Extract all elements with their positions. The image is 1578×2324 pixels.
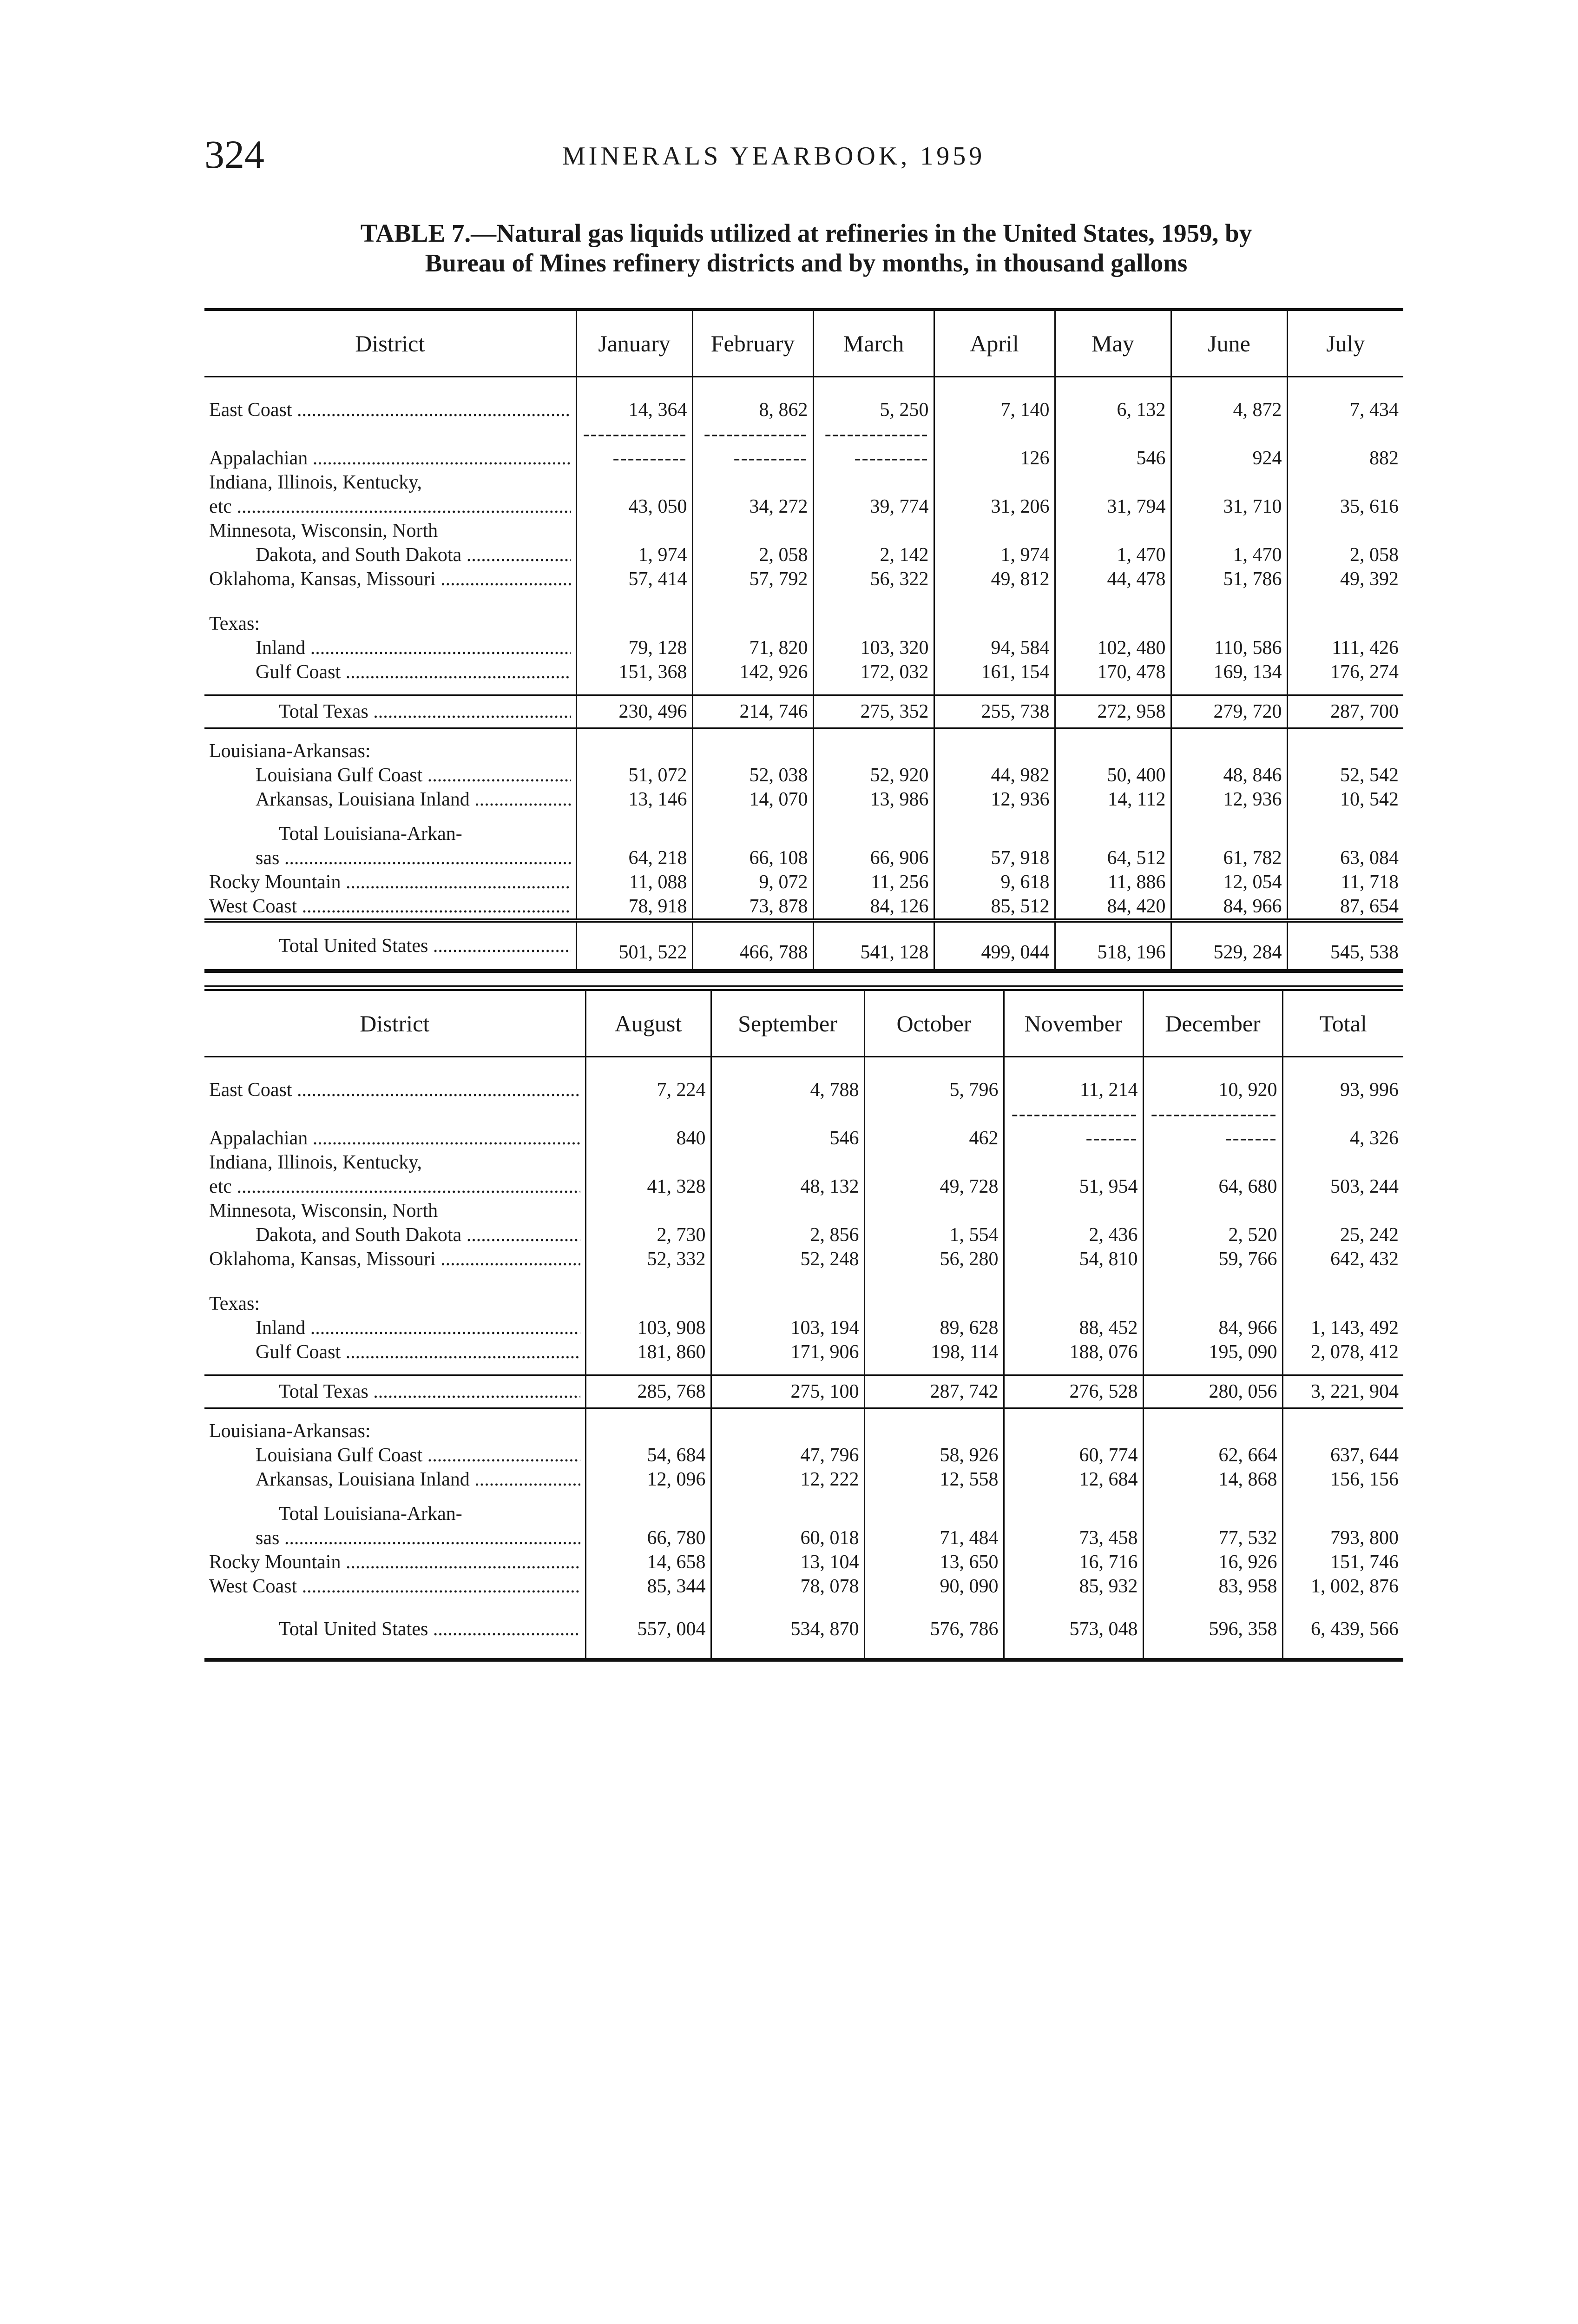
- table-cell: 77, 532: [1143, 1526, 1282, 1550]
- table-row: [204, 495, 1403, 519]
- table-cell: 66, 906: [813, 846, 934, 870]
- row-label: Appalachian .....: [209, 1126, 580, 1150]
- table-cell: 41, 328: [585, 1175, 711, 1199]
- column-header: December: [1143, 988, 1282, 1057]
- table-cell: 103, 320: [813, 636, 934, 660]
- table-cell: 12, 222: [711, 1467, 864, 1492]
- table-cell: 11, 886: [1055, 870, 1171, 894]
- table-cell: 2, 142: [813, 543, 934, 567]
- table-cell: 66, 780: [585, 1526, 711, 1550]
- row-label: Dakota, and South Dakota .....: [256, 543, 571, 567]
- column-header: March: [813, 310, 934, 377]
- table-row: [204, 787, 1403, 812]
- table-cell: 12, 684: [1004, 1467, 1143, 1492]
- table-cell: 48, 132: [711, 1175, 864, 1199]
- column-header: Total: [1282, 988, 1403, 1057]
- table-cell: 71, 484: [864, 1526, 1004, 1550]
- table-cell: 7, 140: [934, 398, 1055, 422]
- table-cell: 1, 143, 492: [1282, 1316, 1403, 1340]
- table-row: [204, 1550, 1403, 1574]
- group-label: Texas:: [209, 1293, 260, 1314]
- table-row: [204, 1502, 1403, 1526]
- table-cell: 275, 352: [813, 695, 934, 728]
- table-cell: 181, 860: [585, 1340, 711, 1364]
- table-cell: 49, 392: [1287, 567, 1403, 591]
- table-cell: 31, 206: [934, 495, 1055, 519]
- table-row: [204, 1078, 1403, 1102]
- group-label: Texas:: [209, 613, 260, 634]
- table-cell: 54, 810: [1004, 1247, 1143, 1271]
- row-label: West Coast .....: [209, 1574, 580, 1598]
- column-header: August: [585, 988, 711, 1057]
- table-cell: 151, 746: [1282, 1550, 1403, 1574]
- table-cell: 642, 432: [1282, 1247, 1403, 1271]
- table-cell: 13, 104: [711, 1550, 864, 1574]
- running-head: MINERALS YEARBOOK, 1959: [562, 142, 986, 171]
- page-header: [204, 131, 1403, 182]
- table-cell: 66, 108: [692, 846, 813, 870]
- table-cell: 52, 920: [813, 763, 934, 787]
- table-cell: 51, 786: [1171, 567, 1287, 591]
- table-cell: 52, 248: [711, 1247, 864, 1271]
- table-cell: 44, 478: [1055, 567, 1171, 591]
- table-cell: 84, 966: [1143, 1316, 1282, 1340]
- table-cell: 195, 090: [1143, 1340, 1282, 1364]
- table-cell: 518, 196: [1055, 921, 1171, 971]
- table-cell: 573, 048: [1004, 1609, 1143, 1660]
- table-cell: 110, 586: [1171, 636, 1287, 660]
- table-cell: 103, 908: [585, 1316, 711, 1340]
- row-label: Rocky Mountain .....: [209, 1550, 580, 1574]
- table-cell: 557, 004: [585, 1609, 711, 1660]
- table-cell: 79, 128: [576, 636, 692, 660]
- column-header: July: [1287, 310, 1403, 377]
- table-cell: 62, 664: [1143, 1443, 1282, 1467]
- table-cell: 51, 954: [1004, 1175, 1143, 1199]
- row-label: Gulf Coast .....: [256, 1340, 580, 1364]
- row-label: Dakota, and South Dakota .....: [256, 1223, 580, 1247]
- table-cell: 142, 926: [692, 660, 813, 684]
- table-cell: 1, 974: [576, 543, 692, 567]
- table-cell: 8, 862: [692, 398, 813, 422]
- row-label: Total United States .....: [279, 934, 571, 958]
- table-cell: 87, 654: [1287, 894, 1403, 921]
- table-cell: 151, 368: [576, 660, 692, 684]
- row-label: East Coast .....: [209, 398, 571, 422]
- table-cell: 59, 766: [1143, 1247, 1282, 1271]
- table-cell: 43, 050: [576, 495, 692, 519]
- table-cell: 169, 134: [1171, 660, 1287, 684]
- table-row: [204, 1292, 1403, 1316]
- table-row: [204, 543, 1403, 567]
- table-cell: 31, 794: [1055, 495, 1171, 519]
- table-cell: 534, 870: [711, 1609, 864, 1660]
- table-cell: 156, 156: [1282, 1467, 1403, 1492]
- table-cell: 52, 542: [1287, 763, 1403, 787]
- table-cell: 793, 800: [1282, 1526, 1403, 1550]
- table-cell: 1, 554: [864, 1223, 1004, 1247]
- caption-line-1: TABLE 7.—Natural gas liquids utilized at refineries in the United States, 1959, by: [360, 219, 1252, 247]
- row-label: Total United States .....: [279, 1617, 580, 1641]
- table-row: [204, 660, 1403, 684]
- table-cell: 2, 436: [1004, 1223, 1143, 1247]
- table-cell: 35, 616: [1287, 495, 1403, 519]
- table-cell: 14, 658: [585, 1550, 711, 1574]
- table-row: [204, 763, 1403, 787]
- table-cell: 499, 044: [934, 921, 1055, 971]
- column-header: February: [692, 310, 813, 377]
- table-cell: 9, 618: [934, 870, 1055, 894]
- table-cell: 462: [864, 1102, 1004, 1150]
- table-cell: 576, 786: [864, 1609, 1004, 1660]
- table-cell: 111, 426: [1287, 636, 1403, 660]
- table-cell: 94, 584: [934, 636, 1055, 660]
- table-cell: 16, 926: [1143, 1550, 1282, 1574]
- table-cell: 64, 512: [1055, 846, 1171, 870]
- table-cell: 11, 718: [1287, 870, 1403, 894]
- table-cell: 51, 072: [576, 763, 692, 787]
- table-cell: 161, 154: [934, 660, 1055, 684]
- table-cell: 4, 788: [711, 1078, 864, 1102]
- row-label: Oklahoma, Kansas, Missouri .....: [209, 1247, 580, 1271]
- row-label: Minnesota, Wisconsin, North: [209, 520, 438, 541]
- table-row: [204, 1443, 1403, 1467]
- table-cell: 85, 512: [934, 894, 1055, 921]
- table-cell: 1, 470: [1055, 543, 1171, 567]
- table-cell: 545, 538: [1287, 921, 1403, 971]
- table-cell: 103, 194: [711, 1316, 864, 1340]
- table-cell: 56, 322: [813, 567, 934, 591]
- table-cell: 6, 132: [1055, 398, 1171, 422]
- table-cell: 12, 054: [1171, 870, 1287, 894]
- table-cell: 85, 932: [1004, 1574, 1143, 1598]
- table-row: [204, 1150, 1403, 1175]
- column-header: April: [934, 310, 1055, 377]
- table-cell: 188, 076: [1004, 1340, 1143, 1364]
- table-cell: 73, 878: [692, 894, 813, 921]
- table-row: [204, 636, 1403, 660]
- page-number: 324: [204, 132, 264, 177]
- table-cell: 64, 218: [576, 846, 692, 870]
- table-cell: 230, 496: [576, 695, 692, 728]
- table-cell: 126: [934, 422, 1055, 470]
- table-row: [204, 1102, 1403, 1150]
- table-row: [204, 612, 1403, 636]
- table-cell: 4, 326: [1282, 1102, 1403, 1150]
- table-aug-total: [204, 985, 1403, 1662]
- table-row: [204, 422, 1403, 470]
- table-cell: 85, 344: [585, 1574, 711, 1598]
- row-label: Arkansas, Louisiana Inland .....: [256, 1467, 580, 1492]
- table-cell: 47, 796: [711, 1443, 864, 1467]
- empty-cell-dashes: [692, 422, 813, 470]
- table-cell: 924: [1171, 422, 1287, 470]
- table-cell: 58, 926: [864, 1443, 1004, 1467]
- row-label: East Coast .....: [209, 1078, 580, 1102]
- table-cell: 176, 274: [1287, 660, 1403, 684]
- table-cell: 64, 680: [1143, 1175, 1282, 1199]
- table-cell: 170, 478: [1055, 660, 1171, 684]
- table-cell: 637, 644: [1282, 1443, 1403, 1467]
- table-caption: [204, 218, 1408, 278]
- table-row: [204, 1419, 1403, 1443]
- table-row: [204, 1316, 1403, 1340]
- table-cell: 78, 078: [711, 1574, 864, 1598]
- column-header: September: [711, 988, 864, 1057]
- table-cell: 11, 088: [576, 870, 692, 894]
- table-cell: 276, 528: [1004, 1375, 1143, 1408]
- table-cell: 88, 452: [1004, 1316, 1143, 1340]
- table-cell: 171, 906: [711, 1340, 864, 1364]
- table-cell: 63, 084: [1287, 846, 1403, 870]
- table-row: [204, 567, 1403, 591]
- table-cell: 84, 966: [1171, 894, 1287, 921]
- column-header: November: [1004, 988, 1143, 1057]
- table-cell: 14, 364: [576, 398, 692, 422]
- row-label: Arkansas, Louisiana Inland .....: [256, 787, 571, 812]
- table-cell: 52, 038: [692, 763, 813, 787]
- row-label: Indiana, Illinois, Kentucky,: [209, 472, 422, 493]
- table-cell: 287, 700: [1287, 695, 1403, 728]
- table-cell: 214, 746: [692, 695, 813, 728]
- table-cell: 60, 774: [1004, 1443, 1143, 1467]
- table-row: [204, 1223, 1403, 1247]
- table-cell: 14, 112: [1055, 787, 1171, 812]
- table-row-total: [204, 1375, 1403, 1408]
- table-cell: 84, 420: [1055, 894, 1171, 921]
- table-cell: 1, 974: [934, 543, 1055, 567]
- table-row-grand-total: [204, 921, 1403, 971]
- row-label: Louisiana Gulf Coast .....: [256, 763, 571, 787]
- table-cell: 11, 256: [813, 870, 934, 894]
- row-label: Total Louisiana-Arkan-: [279, 1503, 462, 1525]
- table-cell: 2, 058: [1287, 543, 1403, 567]
- table-row: [204, 1340, 1403, 1364]
- table-cell: 50, 400: [1055, 763, 1171, 787]
- table-cell: 12, 558: [864, 1467, 1004, 1492]
- table-cell: 255, 738: [934, 695, 1055, 728]
- table-row: [204, 1199, 1403, 1223]
- table-cell: 529, 284: [1171, 921, 1287, 971]
- table-cell: 10, 920: [1143, 1078, 1282, 1102]
- table-cell: 546: [1055, 422, 1171, 470]
- row-label: Rocky Mountain .....: [209, 870, 571, 894]
- table-cell: 2, 078, 412: [1282, 1340, 1403, 1364]
- table-cell: 1, 470: [1171, 543, 1287, 567]
- table-row-total: [204, 846, 1403, 870]
- table-row: [204, 822, 1403, 846]
- table-cell: 172, 032: [813, 660, 934, 684]
- column-header: District: [204, 988, 585, 1057]
- header-row: [204, 988, 1403, 1057]
- table-cell: 596, 358: [1143, 1609, 1282, 1660]
- table-cell: 7, 224: [585, 1078, 711, 1102]
- row-label: etc .....: [209, 1175, 580, 1199]
- table-cell: 34, 272: [692, 495, 813, 519]
- table-row: [204, 1467, 1403, 1492]
- table-row-total: [204, 1526, 1403, 1550]
- table-cell: 57, 792: [692, 567, 813, 591]
- table-cell: 12, 096: [585, 1467, 711, 1492]
- empty-cell-dashes: [576, 422, 692, 470]
- table-row: [204, 1247, 1403, 1271]
- table-cell: 279, 720: [1171, 695, 1287, 728]
- column-header: May: [1055, 310, 1171, 377]
- column-header: June: [1171, 310, 1287, 377]
- table-row-total: [204, 695, 1403, 728]
- table-cell: 25, 242: [1282, 1223, 1403, 1247]
- row-label: Appalachian .....: [209, 446, 571, 470]
- row-label: Inland .....: [256, 1316, 580, 1340]
- empty-cell-dashes: [813, 422, 934, 470]
- table-cell: 57, 918: [934, 846, 1055, 870]
- row-label: Louisiana Gulf Coast .....: [256, 1443, 580, 1467]
- caption-line-2: Bureau of Mines refinery districts and by months, in thousand gallons: [425, 249, 1188, 277]
- table-cell: 12, 936: [1171, 787, 1287, 812]
- row-label: Total Texas .....: [279, 1380, 580, 1404]
- table-cell: 13, 986: [813, 787, 934, 812]
- table-cell: 16, 716: [1004, 1550, 1143, 1574]
- table-cell: 7, 434: [1287, 398, 1403, 422]
- table-cell: 39, 774: [813, 495, 934, 519]
- table-cell: 89, 628: [864, 1316, 1004, 1340]
- table-cell: 9, 072: [692, 870, 813, 894]
- table-cell: 83, 958: [1143, 1574, 1282, 1598]
- table-cell: 285, 768: [585, 1375, 711, 1408]
- table-cell: 71, 820: [692, 636, 813, 660]
- table-cell: 73, 458: [1004, 1526, 1143, 1550]
- table-cell: 541, 128: [813, 921, 934, 971]
- table-cell: 5, 250: [813, 398, 934, 422]
- table-cell: 2, 520: [1143, 1223, 1282, 1247]
- table-cell: 84, 126: [813, 894, 934, 921]
- table-cell: 6, 439, 566: [1282, 1609, 1403, 1660]
- table-cell: 275, 100: [711, 1375, 864, 1408]
- table-cell: 49, 728: [864, 1175, 1004, 1199]
- row-label: Total Louisiana-Arkan-: [279, 823, 462, 845]
- table-cell: 14, 070: [692, 787, 813, 812]
- table-cell: 4, 872: [1171, 398, 1287, 422]
- table-cell: 1, 002, 876: [1282, 1574, 1403, 1598]
- table-jan-jul: [204, 308, 1403, 973]
- row-label: etc .....: [209, 495, 571, 519]
- table-cell: 61, 782: [1171, 846, 1287, 870]
- table-cell: 93, 996: [1282, 1078, 1403, 1102]
- table-cell: 840: [585, 1102, 711, 1150]
- row-label: Oklahoma, Kansas, Missouri .....: [209, 567, 571, 591]
- table-cell: 882: [1287, 422, 1403, 470]
- row-label: sas .....: [256, 846, 571, 870]
- table-cell: 31, 710: [1171, 495, 1287, 519]
- table-cell: 503, 244: [1282, 1175, 1403, 1199]
- row-label: Gulf Coast .....: [256, 660, 571, 684]
- table-row: [204, 739, 1403, 763]
- table-cell: 54, 684: [585, 1443, 711, 1467]
- table-cell: 546: [711, 1102, 864, 1150]
- table-cell: 501, 522: [576, 921, 692, 971]
- table-row: [204, 519, 1403, 543]
- table-row: [204, 398, 1403, 422]
- table-cell: 10, 542: [1287, 787, 1403, 812]
- row-label: Inland .....: [256, 636, 571, 660]
- table-cell: 2, 856: [711, 1223, 864, 1247]
- table-cell: 60, 018: [711, 1526, 864, 1550]
- table-cell: 13, 146: [576, 787, 692, 812]
- group-label: Louisiana-Arkansas:: [209, 740, 371, 762]
- table-cell: 287, 742: [864, 1375, 1004, 1408]
- empty-cell-dashes: [1004, 1102, 1143, 1150]
- table-cell: 90, 090: [864, 1574, 1004, 1598]
- table-row: [204, 1574, 1403, 1598]
- table-row: [204, 1175, 1403, 1199]
- table-cell: 272, 958: [1055, 695, 1171, 728]
- table-cell: 56, 280: [864, 1247, 1004, 1271]
- column-header: January: [576, 310, 692, 377]
- table-cell: 14, 868: [1143, 1467, 1282, 1492]
- table-cell: 5, 796: [864, 1078, 1004, 1102]
- header-row: [204, 310, 1403, 377]
- column-header: District: [204, 310, 576, 377]
- table-cell: 44, 982: [934, 763, 1055, 787]
- table-cell: 11, 214: [1004, 1078, 1143, 1102]
- column-header: October: [864, 988, 1004, 1057]
- table-row: [204, 894, 1403, 921]
- table-cell: 78, 918: [576, 894, 692, 921]
- table-cell: 49, 812: [934, 567, 1055, 591]
- group-label: Louisiana-Arkansas:: [209, 1420, 371, 1442]
- table-cell: 48, 846: [1171, 763, 1287, 787]
- table-cell: 3, 221, 904: [1282, 1375, 1403, 1408]
- table-row-grand-total: [204, 1609, 1403, 1660]
- table-cell: 57, 414: [576, 567, 692, 591]
- table-row: [204, 870, 1403, 894]
- table-cell: 2, 058: [692, 543, 813, 567]
- row-label: Indiana, Illinois, Kentucky,: [209, 1152, 422, 1173]
- table-row: [204, 470, 1403, 495]
- row-label: Minnesota, Wisconsin, North: [209, 1200, 438, 1221]
- empty-cell-dashes: [1143, 1102, 1282, 1150]
- table-cell: 102, 480: [1055, 636, 1171, 660]
- table-cell: 13, 650: [864, 1550, 1004, 1574]
- row-label: Total Texas .....: [279, 700, 571, 724]
- row-label: West Coast .....: [209, 894, 571, 918]
- table-cell: 2, 730: [585, 1223, 711, 1247]
- table-cell: 52, 332: [585, 1247, 711, 1271]
- table-cell: 280, 056: [1143, 1375, 1282, 1408]
- table-cell: 198, 114: [864, 1340, 1004, 1364]
- table-cell: 466, 788: [692, 921, 813, 971]
- row-label: sas .....: [256, 1526, 580, 1550]
- table-cell: 12, 936: [934, 787, 1055, 812]
